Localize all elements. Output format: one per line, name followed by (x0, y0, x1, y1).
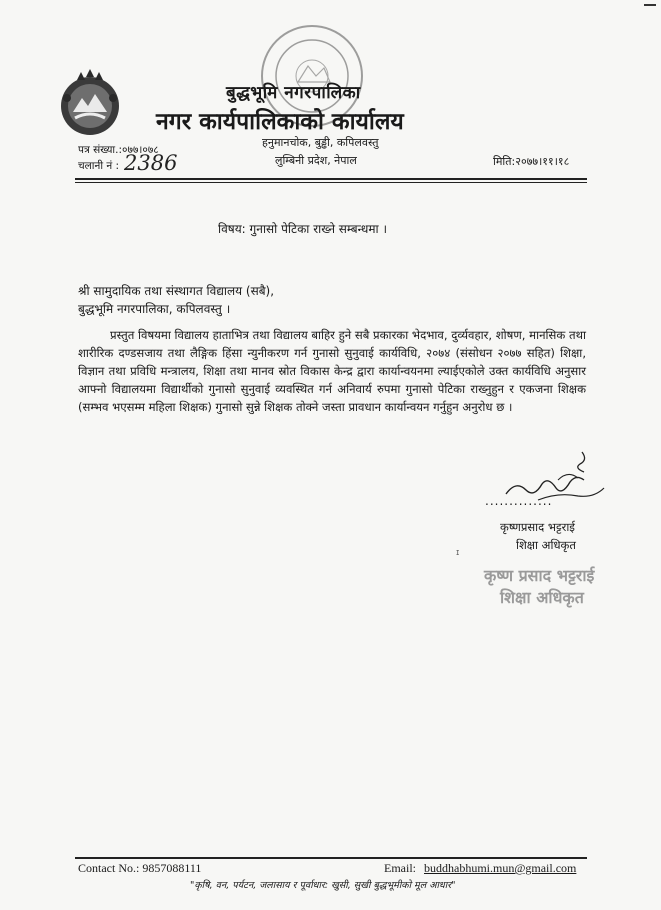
contact-number: Contact No.: 9857088111 (78, 861, 202, 875)
dispatch-number-value: 2386 (124, 151, 178, 175)
footer-motto: "कृषि, वन, पर्यटन, जलासाय र पूर्वाधार: खुसी, सुखी बुद्धभूमीको मूल आधार" (190, 880, 456, 891)
letter-subject: विषय: गुनासो पेटिका राख्ने सम्बन्धमा । (218, 222, 388, 236)
letter-body: प्रस्तुत विषयमा विद्यालय हाताभित्र तथा विद्यालय बाहिर हुने सबै प्रकारका भेदभाव, दुर्व्यवहार, शोषण, मानसिक तथा शारीरिक दण्डसजाय तथा लैङ्गिक हिंसा न्युनीकरण गर्न गुनासो सुनुवाई कार्यविधि, २०७४ (संसोधन २०७७ सहित) शिक्षा, विज्ञान तथा प्रविधि मन्त्रालय, शिक्षा तथा मानव स्रोत विकास केन्द्र द्वारा कार्यान्वयनमा ल्याईएकोले उक्त कार्यविधि अनुसार आफ्नो विद्यालयमा विद्यार्थीको गुनासो सुनुवाई व्यवस्थित गर्न अनिवार्य रुपमा गुनासो पेटिका राख्नुहुन र एकजना शिक्षक (सम्भव भएसम्म महिला शिक्षक) गुनासो सुन्ने शिक्षक तोक्ने जस्ता प्रावधान कार्यान्वयन गर्नुहुन अनुरोध छ । (78, 328, 586, 414)
org-name: बुद्धभूमि नगरपालिका (226, 83, 361, 103)
header-divider (75, 178, 587, 183)
letter-date: मिति:२०७७।११।१८ (493, 155, 570, 168)
signatory-name: कृष्णप्रसाद भट्टराई (500, 520, 575, 534)
title-stamp: शिक्षा अधिकृत (500, 588, 584, 607)
dispatch-number-label: चलानी नं : (78, 160, 120, 172)
email-label: Email: (384, 861, 416, 875)
scan-corner-mark (644, 4, 656, 6)
email-address[interactable]: buddhabhumi.mun@gmail.com (424, 861, 577, 875)
recipient-line-2: बुद्धभूमि नगरपालिका, कपिलवस्तु । (78, 302, 231, 316)
office-name: नगर कार्यपालिकाको कार्यालय (156, 109, 404, 135)
small-mark: ɪ (456, 548, 460, 558)
address-line-2: लुम्बिनी प्रदेश, नेपाल (275, 154, 357, 167)
signature-line: .............. (485, 494, 553, 508)
nepal-emblem-icon (55, 68, 125, 138)
name-stamp: कृष्ण प्रसाद भट्टराई (484, 566, 595, 585)
letter-reference-number: पत्र संख्या.:०७७।०७८ (78, 144, 159, 156)
footer-divider (75, 857, 587, 859)
signatory-title: शिक्षा अधिकृत (516, 538, 576, 552)
recipient-line-1: श्री सामुदायिक तथा संस्थागत विद्यालय (सबै), (78, 284, 275, 298)
address-line-1: हनुमानचोक, बुड्ढी, कपिलवस्तु (262, 136, 379, 149)
